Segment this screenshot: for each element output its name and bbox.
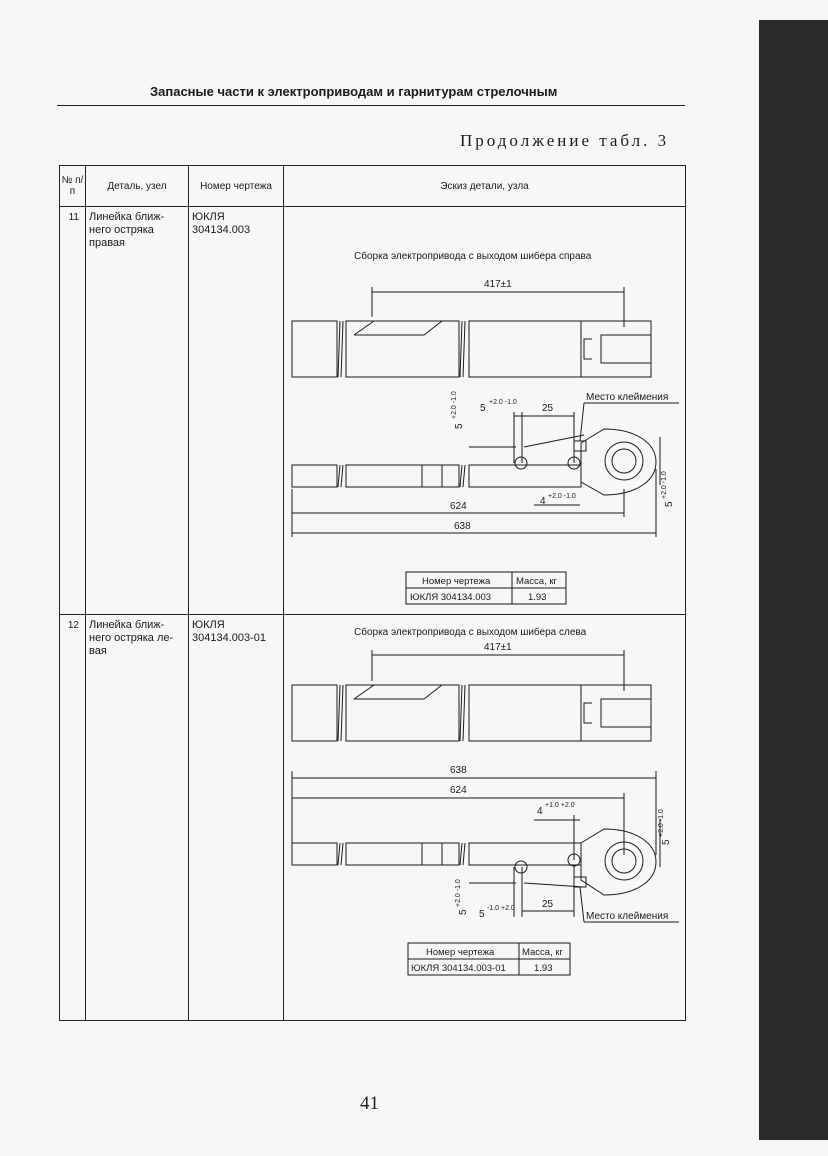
drawing-info-table bbox=[408, 943, 570, 975]
row-part: Линейка ближ- него остряка ле- вая bbox=[86, 615, 189, 1021]
info-drawing: ЮКЛЯ 304134.003-01 bbox=[411, 963, 506, 974]
info-drawing: ЮКЛЯ 304134.003 bbox=[410, 592, 492, 603]
dim-417: 417±1 bbox=[484, 642, 512, 653]
row-part: Линейка ближ- него остряка правая bbox=[86, 207, 189, 615]
sketch-drawing-left bbox=[284, 615, 684, 1020]
dim-417: 417±1 bbox=[484, 279, 512, 290]
bar-top-view bbox=[292, 321, 651, 377]
dim-5a: 5 bbox=[458, 909, 469, 915]
dim-5a-tol: +2.0 -1.0 bbox=[455, 879, 462, 907]
scan-edge-shadow bbox=[759, 20, 828, 1140]
dim-4: 4 bbox=[540, 496, 546, 507]
mark-label: Место клеймения bbox=[586, 911, 669, 922]
table-continuation-label: Продолжение табл. 3 bbox=[460, 131, 670, 150]
row-sketch bbox=[284, 207, 686, 615]
header-rule bbox=[57, 105, 685, 106]
row-sketch bbox=[284, 615, 686, 1021]
row-drawing: ЮКЛЯ 304134.003-01 bbox=[189, 615, 284, 1021]
dim-4-tol: +1.0 +2.0 bbox=[545, 802, 575, 809]
sketch-caption: Сборка электропривода с выходом шибера слева bbox=[354, 627, 587, 638]
header-num: № п/п bbox=[60, 166, 86, 207]
header-drawing: Номер чертежа bbox=[189, 166, 284, 207]
page-header: Запасные части к электроприводам и гарнитурам стрелочным bbox=[150, 84, 558, 99]
dim-5c-tol: +2.0 -1.0 bbox=[661, 471, 668, 499]
page-number: 41 bbox=[360, 1093, 379, 1114]
mark-label: Место клеймения bbox=[586, 392, 669, 403]
table-header-row bbox=[60, 166, 686, 207]
dim-5a-tol: +2.0 -1.0 bbox=[489, 399, 517, 406]
parts-table bbox=[59, 165, 686, 1021]
info-header-drawing: Номер чертежа bbox=[426, 947, 495, 958]
row-num: 12 bbox=[60, 615, 86, 1021]
dim-5b-tol: -1.0 +2.0 bbox=[487, 905, 515, 912]
info-mass: 1.93 bbox=[528, 592, 547, 603]
dim-5a: 5 bbox=[480, 403, 486, 414]
dim-638: 638 bbox=[450, 765, 467, 776]
table-row bbox=[60, 207, 686, 615]
dim-5b-tol: +2.0 -1.0 bbox=[451, 391, 458, 419]
dim-624: 624 bbox=[450, 785, 467, 796]
bar-top-view bbox=[292, 685, 651, 741]
info-mass: 1.93 bbox=[534, 963, 553, 974]
dim-5b: 5 bbox=[479, 909, 485, 920]
dim-5c-tol: +2.0 -1.0 bbox=[658, 809, 665, 837]
row-num: 11 bbox=[60, 207, 86, 615]
row-drawing: ЮКЛЯ 304134.003 bbox=[189, 207, 284, 615]
dim-5c: 5 bbox=[664, 501, 675, 507]
header-part: Деталь, узел bbox=[86, 166, 189, 207]
dim-25: 25 bbox=[542, 899, 554, 910]
sketch-drawing-right bbox=[284, 207, 684, 613]
sketch-caption: Сборка электропривода с выходом шибера справа bbox=[354, 251, 592, 262]
dim-4-tol: +2.0 -1.0 bbox=[548, 493, 576, 500]
dim-4: 4 bbox=[537, 806, 543, 817]
info-header-mass: Масса, кг bbox=[516, 576, 557, 587]
info-header-drawing: Номер чертежа bbox=[422, 576, 491, 587]
drawing-info-table bbox=[406, 572, 566, 604]
dim-25: 25 bbox=[542, 403, 554, 414]
header-sketch: Эскиз детали, узла bbox=[284, 166, 686, 207]
table-row bbox=[60, 615, 686, 1021]
dim-5c: 5 bbox=[661, 839, 672, 845]
bar-side-view bbox=[292, 829, 656, 895]
bar-side-view bbox=[292, 429, 656, 495]
dim-624: 624 bbox=[450, 501, 467, 512]
dim-638: 638 bbox=[454, 521, 471, 532]
dim-5b: 5 bbox=[454, 423, 465, 429]
info-header-mass: Масса, кг bbox=[522, 947, 563, 958]
